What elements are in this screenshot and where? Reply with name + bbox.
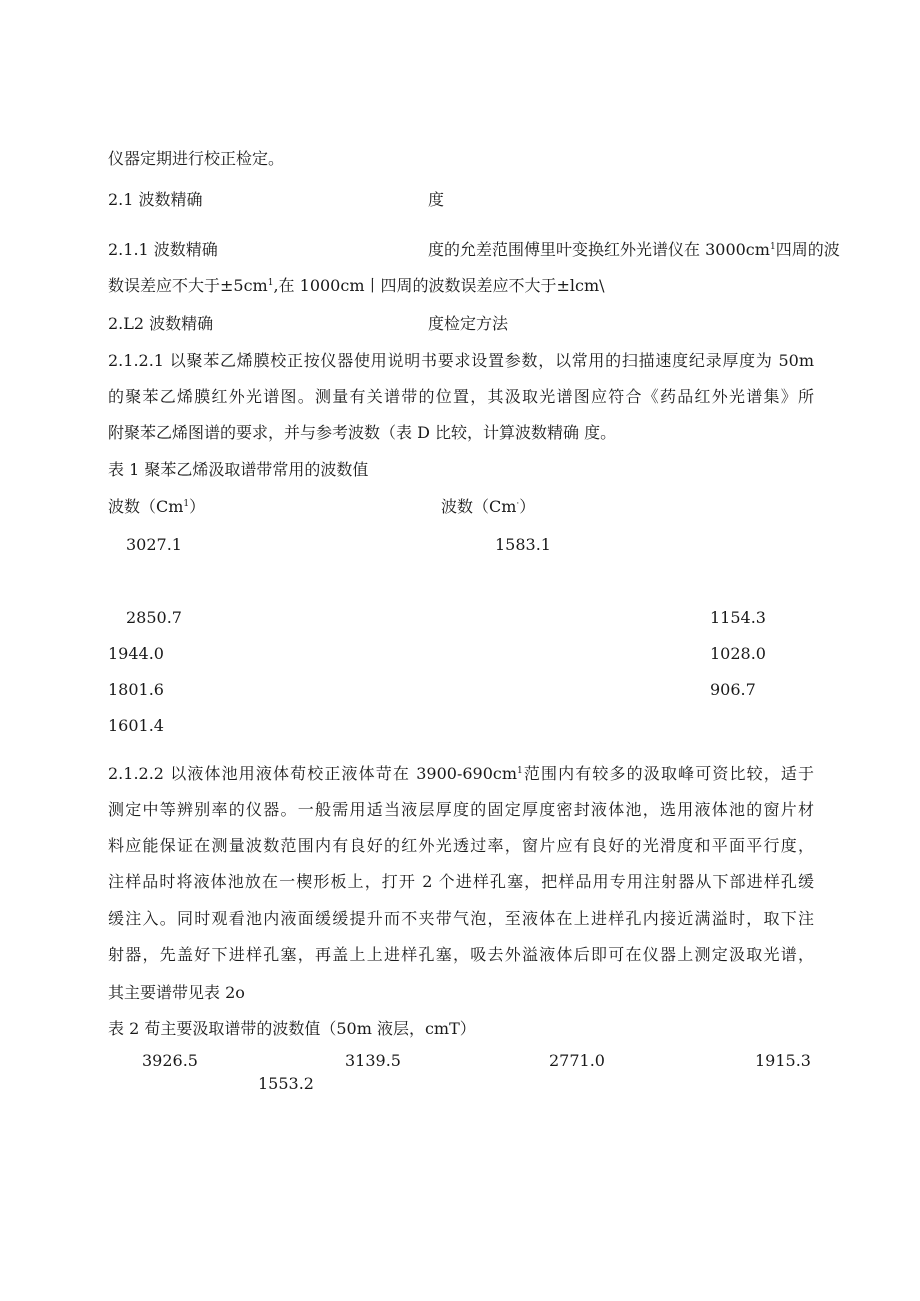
- paragraph-line: 其主要谱带见表 2o: [108, 983, 245, 1002]
- paragraph-line: 测定中等辨别率的仪器。一般需用适当液层厚度的固定厚度密封液体池，选用液体池的窗片材: [108, 800, 814, 819]
- paragraph-line: 注样品时将液体池放在一楔形板上，打开 2 个进样孔塞，把样品用专用注射器从下部进样孔缓: [108, 872, 814, 891]
- text-run: ,在 1000cm丨四周的波数误差应不大于±lcm\: [273, 276, 605, 295]
- table-caption: 表 1 聚苯乙烯汲取谱带常用的波数值: [108, 460, 369, 479]
- table-cell: 1801.6: [108, 680, 164, 699]
- table-cell: 1583.1: [495, 535, 551, 554]
- section-number: 2.1 波数精确: [108, 190, 203, 209]
- superscript: ·: [516, 499, 520, 509]
- table-cell: 2771.0: [549, 1051, 605, 1070]
- superscript: 1: [769, 242, 776, 252]
- table-cell: 2850.7: [126, 608, 182, 627]
- section-heading-2-1: [108, 190, 708, 210]
- text-run: 波数（Cm: [441, 497, 517, 516]
- table-cell: 1915.3: [755, 1051, 811, 1070]
- paragraph-line: 附聚苯乙烯图谱的要求，并与参考波数（表 D 比较，计算波数精确 度。: [108, 423, 617, 442]
- table-cell: 1601.4: [108, 716, 164, 735]
- section-heading-2-1-2: [108, 314, 708, 334]
- table-header-col1: [108, 497, 205, 517]
- superscript: 1: [267, 278, 274, 288]
- table-caption: 表 2 荀主要汲取谱带的波数值（50m 液层，cmT）: [108, 1019, 476, 1038]
- paragraph-line: 射器，先盖好下进样孔塞，再盖上上进样孔塞，吸去外溢液体后即可在仪器上测定汲取光谱，: [108, 945, 814, 964]
- paragraph-line: [108, 764, 814, 784]
- section-heading-2-1-1: [108, 240, 840, 260]
- paragraph-line: 缓注入。同时观看池内液面缓缓提升而不夹带气泡，至液体在上进样孔内接近满溢时，取下注: [108, 909, 814, 928]
- table-cell: 3926.5: [142, 1051, 198, 1070]
- text-run: ）: [519, 497, 536, 516]
- table-cell: 1028.0: [710, 644, 766, 663]
- text-run: 度的允差范围傅里叶变换红外光谱仪在 3000cm: [428, 240, 770, 259]
- table-cell: 3027.1: [126, 535, 182, 554]
- table-cell: 3139.5: [345, 1051, 401, 1070]
- table-header-col2: [441, 497, 535, 517]
- paragraph-line: 2.1.2.1 以聚苯乙烯膜校正按仪器使用说明书要求设置参数，以常用的扫描速度纪录厚度为 50m: [108, 351, 814, 370]
- text-run: 波数（Cm: [108, 497, 184, 516]
- paragraph-line: [108, 276, 605, 296]
- table-cell: 906.7: [710, 680, 756, 699]
- section-title-tail: 度检定方法: [428, 314, 509, 333]
- section-number: 2.1.1 波数精确: [108, 240, 218, 259]
- text-run: 范围内有较多的汲取峰可资比较，适于: [522, 764, 814, 783]
- table-cell: 1553.2: [258, 1074, 314, 1093]
- text-run: 2.1.2.2 以液体池用液体荀校正液体苛在 3900-690cm: [108, 764, 518, 783]
- paragraph-line: 料应能保证在测量波数范围内有良好的红外光透过率，窗片应有良好的光滑度和平面平行度，: [108, 836, 814, 855]
- table-cell: 1944.0: [108, 644, 164, 663]
- text-run: ）: [189, 497, 206, 516]
- section-title-tail: 度: [428, 190, 445, 209]
- section-text: [428, 240, 840, 260]
- table-cell: 1154.3: [710, 608, 766, 627]
- superscript: 1: [517, 766, 523, 776]
- text-run: 四周的波: [775, 240, 840, 259]
- superscript: 1: [183, 499, 190, 509]
- text-run: 数误差应不大于±5cm: [108, 276, 268, 295]
- paragraph-line: 仪器定期进行校正检定。: [108, 149, 285, 168]
- paragraph-line: 的聚苯乙烯膜红外光谱图。测量有关谱带的位置，其汲取光谱图应符合《药品红外光谱集》所: [108, 387, 814, 406]
- section-number: 2.L2 波数精确: [108, 314, 214, 333]
